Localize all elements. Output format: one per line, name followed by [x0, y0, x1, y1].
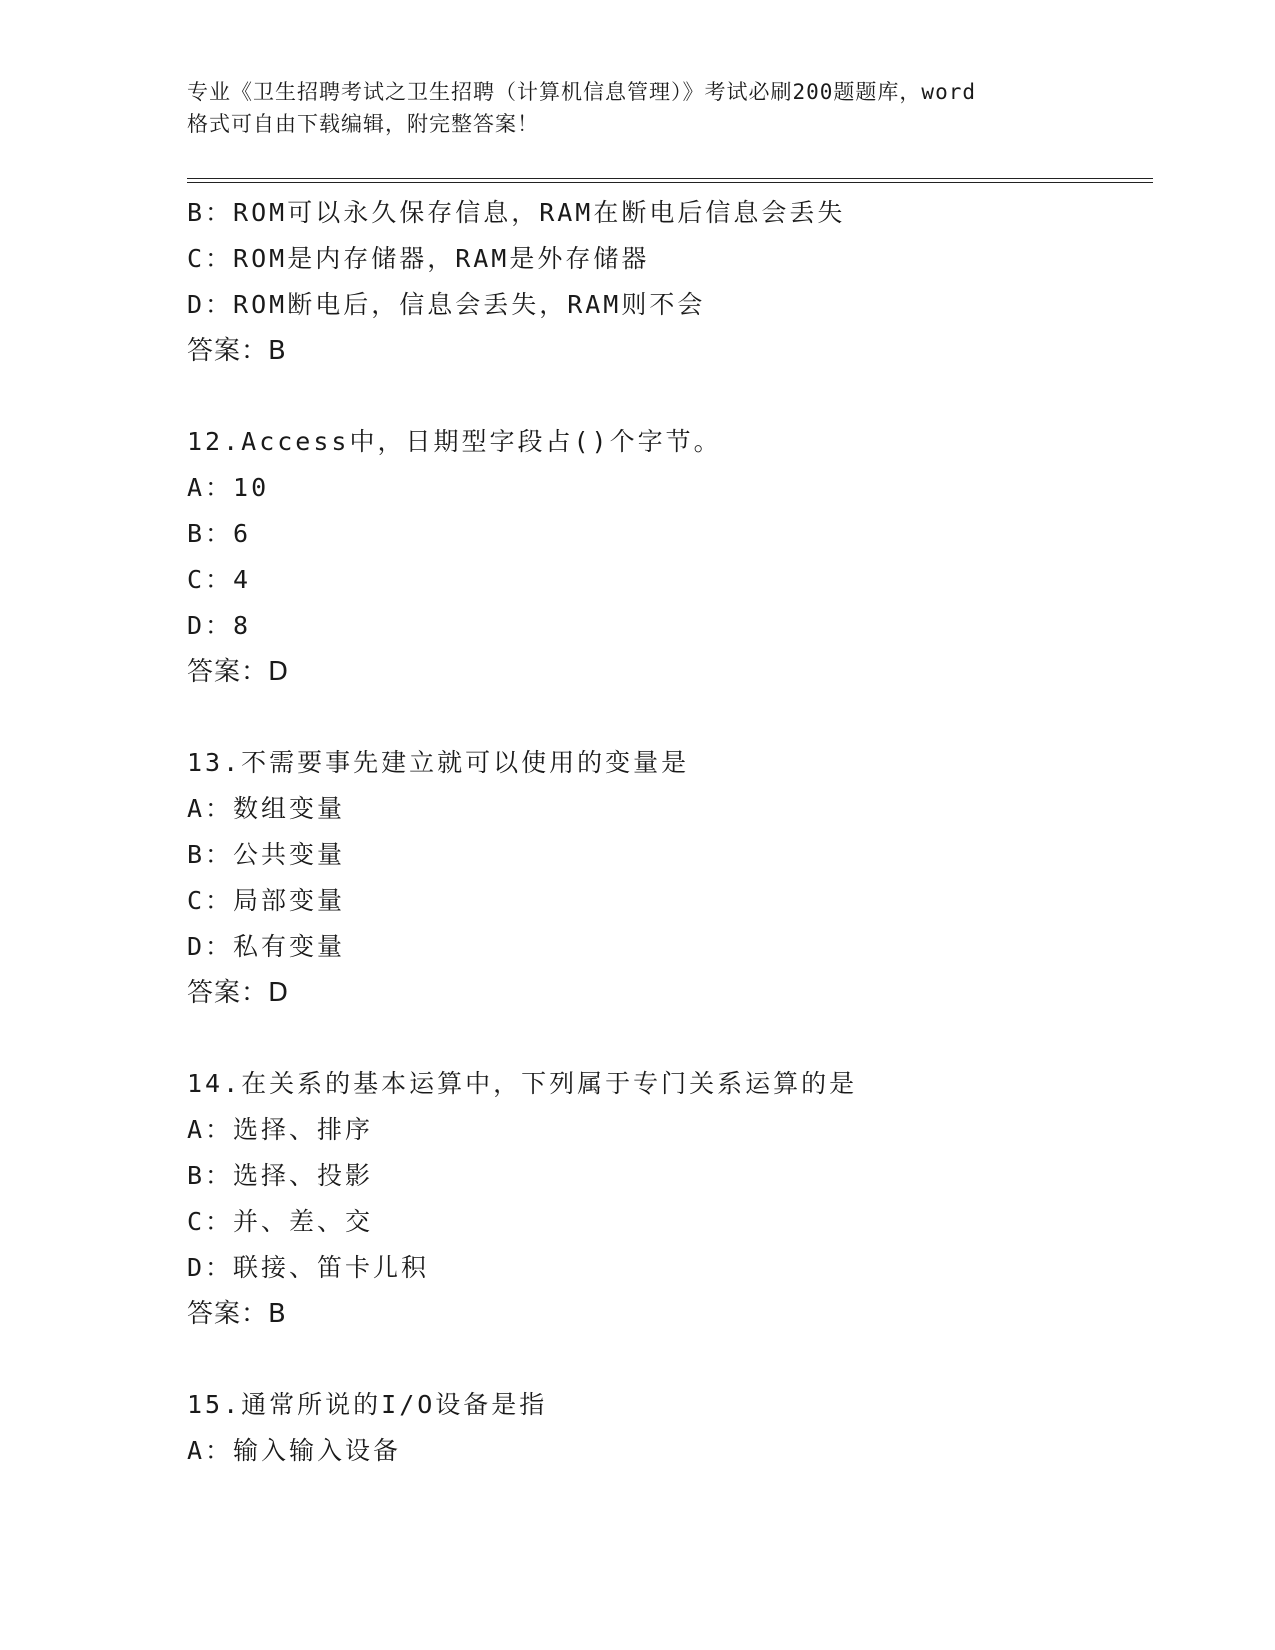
question-13	[187, 740, 1147, 1016]
question-11-tail	[187, 190, 1147, 374]
question-gap	[187, 1016, 1147, 1061]
option-d: D：私有变量	[187, 932, 346, 961]
option-c: C：4	[187, 565, 252, 594]
option-b: B：ROM可以永久保存信息，RAM在断电后信息会丢失	[187, 198, 846, 227]
option-c: C：ROM是内存储器，RAM是外存储器	[187, 244, 650, 273]
answer-line: 答案：B	[187, 1299, 287, 1329]
question-text: 15.通常所说的I/O设备是指	[187, 1390, 548, 1419]
header-double-rule	[187, 178, 1153, 183]
question-list	[187, 190, 1147, 1474]
option-b: B：6	[187, 519, 252, 548]
option-d: D：ROM断电后，信息会丢失，RAM则不会	[187, 290, 706, 319]
option-a: A：数组变量	[187, 794, 346, 823]
question-gap	[187, 1337, 1147, 1382]
option-a: A：输入输入设备	[187, 1436, 402, 1465]
header-line-1: 专业《卫生招聘考试之卫生招聘（计算机信息管理）》考试必刷200题题库，word	[187, 80, 976, 104]
option-d: D：8	[187, 611, 252, 640]
option-a: A：选择、排序	[187, 1115, 374, 1144]
question-gap	[187, 695, 1147, 740]
option-b: B：选择、投影	[187, 1161, 374, 1190]
question-14	[187, 1061, 1147, 1337]
question-text: 14.在关系的基本运算中，下列属于专门关系运算的是	[187, 1069, 858, 1098]
document-header	[187, 76, 1087, 140]
header-line-2: 格式可自由下载编辑，附完整答案！	[187, 112, 539, 136]
answer-line: 答案：D	[187, 978, 290, 1008]
option-d: D：联接、笛卡儿积	[187, 1253, 430, 1282]
option-c: C：并、差、交	[187, 1207, 374, 1236]
option-c: C：局部变量	[187, 886, 346, 915]
answer-line: 答案：D	[187, 657, 290, 687]
question-text: 12.Access中，日期型字段占()个字节。	[187, 427, 722, 456]
option-a: A：10	[187, 473, 270, 502]
question-15	[187, 1382, 1147, 1474]
question-text: 13.不需要事先建立就可以使用的变量是	[187, 748, 690, 777]
option-b: B：公共变量	[187, 840, 346, 869]
answer-line: 答案：B	[187, 336, 287, 366]
question-gap	[187, 374, 1147, 419]
question-12	[187, 419, 1147, 695]
